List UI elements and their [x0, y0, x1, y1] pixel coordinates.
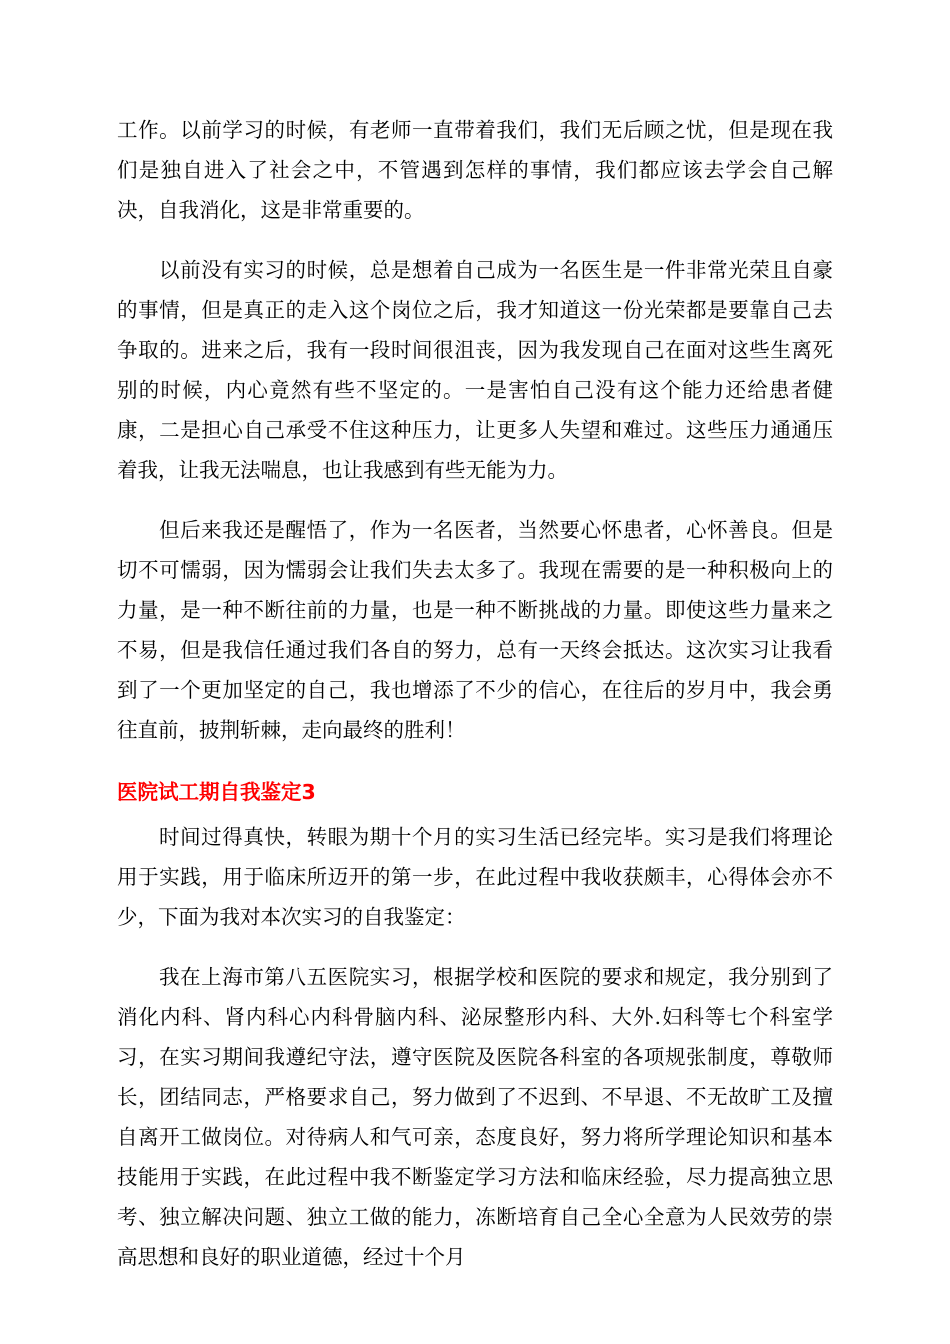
- paragraph-internship-feelings: 以前没有实习的时候，总是想着自己成为一名医生是一件非常光荣且自豪的事情，但是真正的走入这个岗位之后，我才知道这一份光荣都是要靠自己去争取的。进来之后，我有一段时间很沮丧，因为我发现自己在面对这些生离死别的时候，内心竟然有些不坚定的。一是害怕自己没有这个能力还给患者健康，二是担心自己承受不住这种压力，让更多人失望和难过。这些压力通通压着我，让我无法喘息，也让我感到有些无能为力。: [117, 258, 833, 482]
- document-body: [117, 110, 833, 1297]
- paragraph-time-flies: 时间过得真快，转眼为期十个月的实习生活已经完毕。实习是我们将理论用于实践，用于临床所迈开的第一步，在此过程中我收获颇丰，心得体会亦不少，下面为我对本次实习的自我鉴定：: [117, 825, 833, 929]
- section-heading: 医院试工期自我鉴定3: [117, 780, 316, 804]
- paragraph-hospital-internship: 我在上海市第八五医院实习，根据学校和医院的要求和规定，我分别到了消化内科、肾内科心内科骨脑内科、泌尿整形内科、大外.妇科等七个科室学习，在实习期间我遵纪守法，遵守医院及医院各科室的各项规张制度，尊敬师长，团结同志，严格要求自己，努力做到了不迟到、不早退、不无故旷工及擅自离开工做岗位。对待病人和气可亲，态度良好，努力将所学理论知识和基本技能用于实践，在此过程中我不断鉴定学习方法和临床经验，尽力提高独立思考、独立解决问题、独立工做的能力，冻断培育自己全心全意为人民效劳的崇高思想和良好的职业道德，经过十个月: [117, 965, 833, 1269]
- paragraph-continuation: 工作。以前学习的时候，有老师一直带着我们，我们无后顾之忧，但是现在我们是独自进入了社会之中，不管遇到怎样的事情，我们都应该去学会自己解决，自我消化，这是非常重要的。: [117, 118, 833, 222]
- paragraph-awakening: 但后来我还是醒悟了，作为一名医者，当然要心怀患者，心怀善良。但是切不可懦弱，因为懦弱会让我们失去太多了。我现在需要的是一种积极向上的力量，是一种不断往前的力量，也是一种不断挑战的力量。即使这些力量来之不易，但是我信任通过我们各自的努力，总有一天终会抵达。这次实习让我看到了一个更加坚定的自己，我也增添了不少的信心，在往后的岁月中，我会勇往直前，披荆斩棘，走向最终的胜利！: [117, 518, 833, 742]
